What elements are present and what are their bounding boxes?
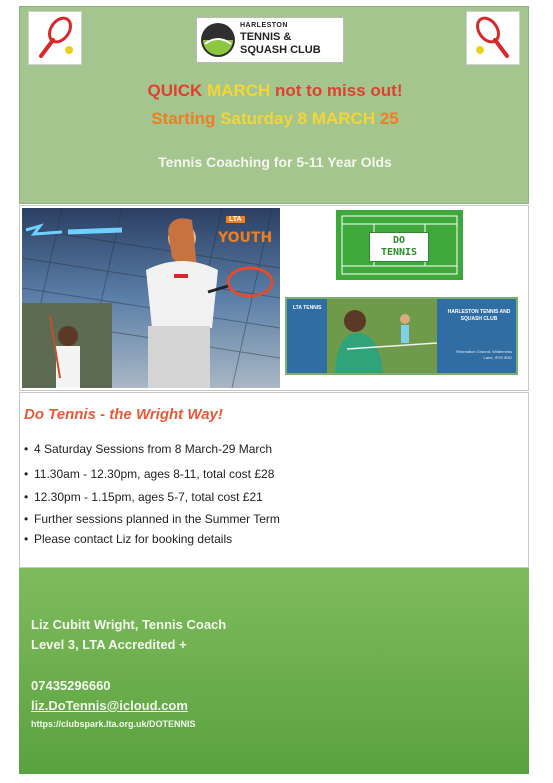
club-logo-icon <box>200 22 236 58</box>
logo-line-1: HARLESTON <box>240 22 288 29</box>
club-logo <box>196 17 344 63</box>
coach-name: Liz Cubitt Wright, Tennis Coach <box>31 617 227 632</box>
list-item-text: 12.30pm - 1.15pm, ages 5-7, total cost £21 <box>34 490 263 504</box>
lta-club-banner <box>285 297 518 375</box>
subtitle: Tennis Coaching for 5-11 Year Olds <box>158 154 392 170</box>
coach-level: Level 3, LTA Accredited + <box>31 637 187 652</box>
list-item: • 11.30am - 12.30pm, ages 8-11, total cost £28 <box>24 467 275 481</box>
lta-banner-logo: LTA TENNIS <box>293 305 322 311</box>
headline-quick: QUICK <box>147 81 203 100</box>
headline-not-miss: not to miss out! <box>275 81 403 100</box>
banner-address: Recreation Ground, Wilderness Lane, IP20 9DD <box>456 349 512 360</box>
website-link[interactable]: https://clubspark.lta.org.uk/DOTENNIS <box>31 719 196 729</box>
list-item: • 4 Saturday Sessions from 8 March-29 March <box>24 442 273 456</box>
lta-tag: LTA <box>226 216 245 223</box>
do-tennis-line-1: DO <box>392 235 406 246</box>
list-item-text: Further sessions planned in the Summer Term <box>34 512 280 526</box>
session-list <box>24 442 280 556</box>
tennis-racket-icon <box>28 11 82 65</box>
headline-year: 25 <box>379 109 399 128</box>
headline-line-2 <box>20 109 530 129</box>
headline-march: MARCH <box>207 81 271 100</box>
tennis-racket-icon <box>466 11 520 65</box>
list-item-text: 11.30am - 12.30pm, ages 8-11, total cost £28 <box>34 467 275 481</box>
logo-line-3: SQUASH CLUB <box>240 44 321 56</box>
logo-line-2: TENNIS & <box>240 31 292 43</box>
youth-tennis-photo <box>22 208 280 388</box>
list-item-text: 4 Saturday Sessions from 8 March-29 March <box>34 442 273 456</box>
headline-line-1 <box>20 81 530 101</box>
flyer-header <box>19 6 529 204</box>
headline-date: Saturday 8 MARCH <box>220 109 376 128</box>
youth-label: YOUTH <box>218 230 273 246</box>
headline-starting: Starting <box>151 109 216 128</box>
list-item: • Further sessions planned in the Summer Term <box>24 512 280 526</box>
do-tennis-line-2: TENNIS <box>380 247 418 258</box>
list-item: • 12.30pm - 1.15pm, ages 5-7, total cost £21 <box>24 490 263 504</box>
phone-number[interactable]: 07435296660 <box>31 678 111 693</box>
do-tennis-wordmark <box>369 232 429 262</box>
details-title: Do Tennis - the Wright Way! <box>24 406 223 423</box>
contact-footer <box>19 568 529 774</box>
list-item: • Please contact Liz for booking details <box>24 532 233 546</box>
banner-club-name: HARLESTON TENNIS AND SQUASH CLUB <box>447 309 511 322</box>
flyer <box>19 6 529 774</box>
list-item-text: Please contact Liz for booking details <box>34 532 233 546</box>
email-link[interactable]: liz.DoTennis@icloud.com <box>31 698 188 713</box>
session-details <box>19 392 529 568</box>
